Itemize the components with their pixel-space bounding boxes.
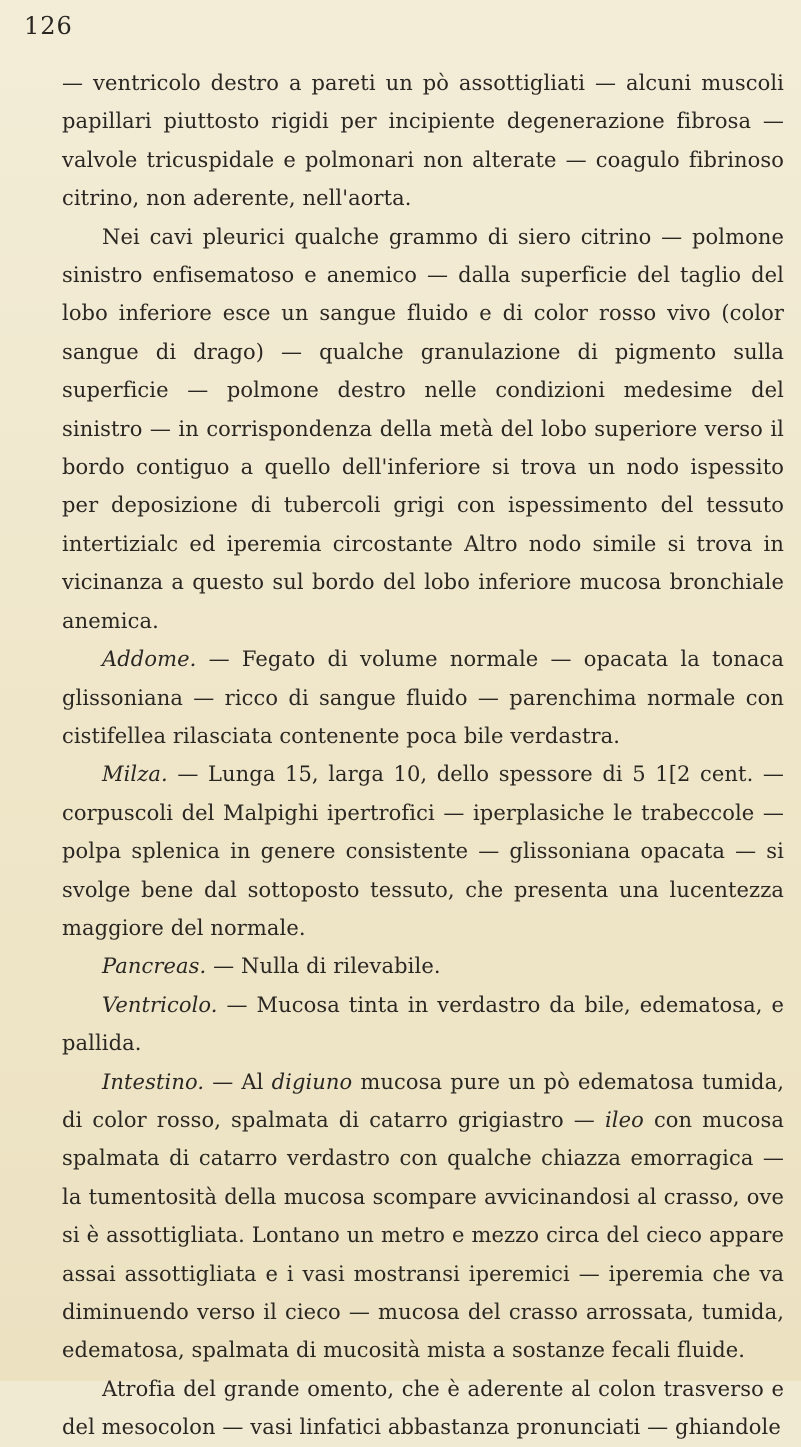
paragraph-pancreas — [62, 947, 784, 985]
section-heading-milza: Milza. — [102, 762, 168, 787]
section-heading-ventricolo: Ventricolo. — [102, 992, 218, 1017]
paragraph-intestine — [62, 1063, 784, 1370]
section-heading-pancreas: Pancreas. — [102, 954, 207, 979]
term-digiuno: digiuno — [271, 1069, 353, 1094]
paragraph-text: — Lunga 15, larga 10, dello spessore di 5 1[2 cent. — corpuscoli del Malpighi ipertrofici — iperplasiche le trabeccole — polpa splenica in genere consistente — glissoniana opacata — si svolge bene dal sottoposto tessuto, che presenta una lucentezza maggiore del normale. — [62, 762, 784, 940]
paragraph-text: Atrofia del grande omento, che è aderente al colon trasverso e del mesocolon — vasi linfatici abbastanza pronunciati — ghiandole — [62, 1376, 784, 1440]
paragraph-text: — Mucosa tinta in verdastro da bile, edematosa, e pallida. — [62, 992, 784, 1056]
paragraph-omentum — [62, 1370, 784, 1447]
section-heading-addome: Addome. — [102, 647, 197, 672]
paragraph-text: — ventricolo destro a pareti un pò assottigliati — alcuni muscoli papillari piuttosto rigidi per incipiente degenerazione fibrosa — valvole tricuspidale e polmonari non alterate — coagulo fibrinoso citrino, non aderente, nell'aorta. — [62, 71, 784, 211]
paragraph-text: — Nulla di rilevabile. — [206, 954, 441, 979]
paragraph-text: Nei cavi pleurici qualche grammo di siero citrino — polmone sinistro enfisematoso e anemico — dalla superficie del taglio del lobo inferiore esce un sangue fluido e di color rosso vivo (color sangue di drago) — qualche granulazione di pigmento sulla superficie — polmone destro nelle condizioni medesime del sinistro — in corrispondenza della metà del lobo superiore verso il bordo contiguo a quello dell'inferiore si trova un nodo ispessito per deposizione di tubercoli grigi con ispessimento del tessuto intertizialc ed iperemia circostante Altro nodo simile si trova in vicinanza a questo sul bordo del lobo inferiore mucosa bronchiale anemica. — [62, 224, 784, 633]
paragraph-text: con mucosa spalmata di catarro verdastro con qualche chiazza emorragica — la tumentosità della mucosa scompare avvicinandosi al crasso, ove si è assottigliata. Lontano un metro e mezzo circa del cieco appare assai assottigliata e i vasi mostransi iperemici — iperemia che va diminuendo verso il cieco — mucosa del crasso arrossata, tumida, edematosa, spalmata di mucosità mista a sostanze fecali fluide. — [62, 1107, 784, 1363]
body-text — [62, 64, 784, 1447]
section-heading-intestino: Intestino. — [102, 1069, 205, 1094]
paragraph-text: — Al — [204, 1069, 272, 1094]
paragraph-pleura-lungs — [62, 218, 784, 640]
paragraph-text: mucosa pure un pò edematosa tumida, di color rosso, spalmata di catarro grigiastro — — [62, 1069, 784, 1132]
paragraph-abdomen — [62, 640, 784, 755]
page-number: 126 — [24, 12, 73, 40]
paragraph-stomach — [62, 986, 784, 1063]
paragraph-heart-continued — [62, 64, 784, 218]
term-ileo: ileo — [604, 1107, 644, 1132]
paragraph-text: — Fegato di volume normale — opacata la tonaca glissoniana — ricco di sangue fluido — parenchima normale con cistifellea rilasciata contenente poca bile verdastra. — [62, 647, 784, 748]
paragraph-spleen — [62, 755, 784, 947]
